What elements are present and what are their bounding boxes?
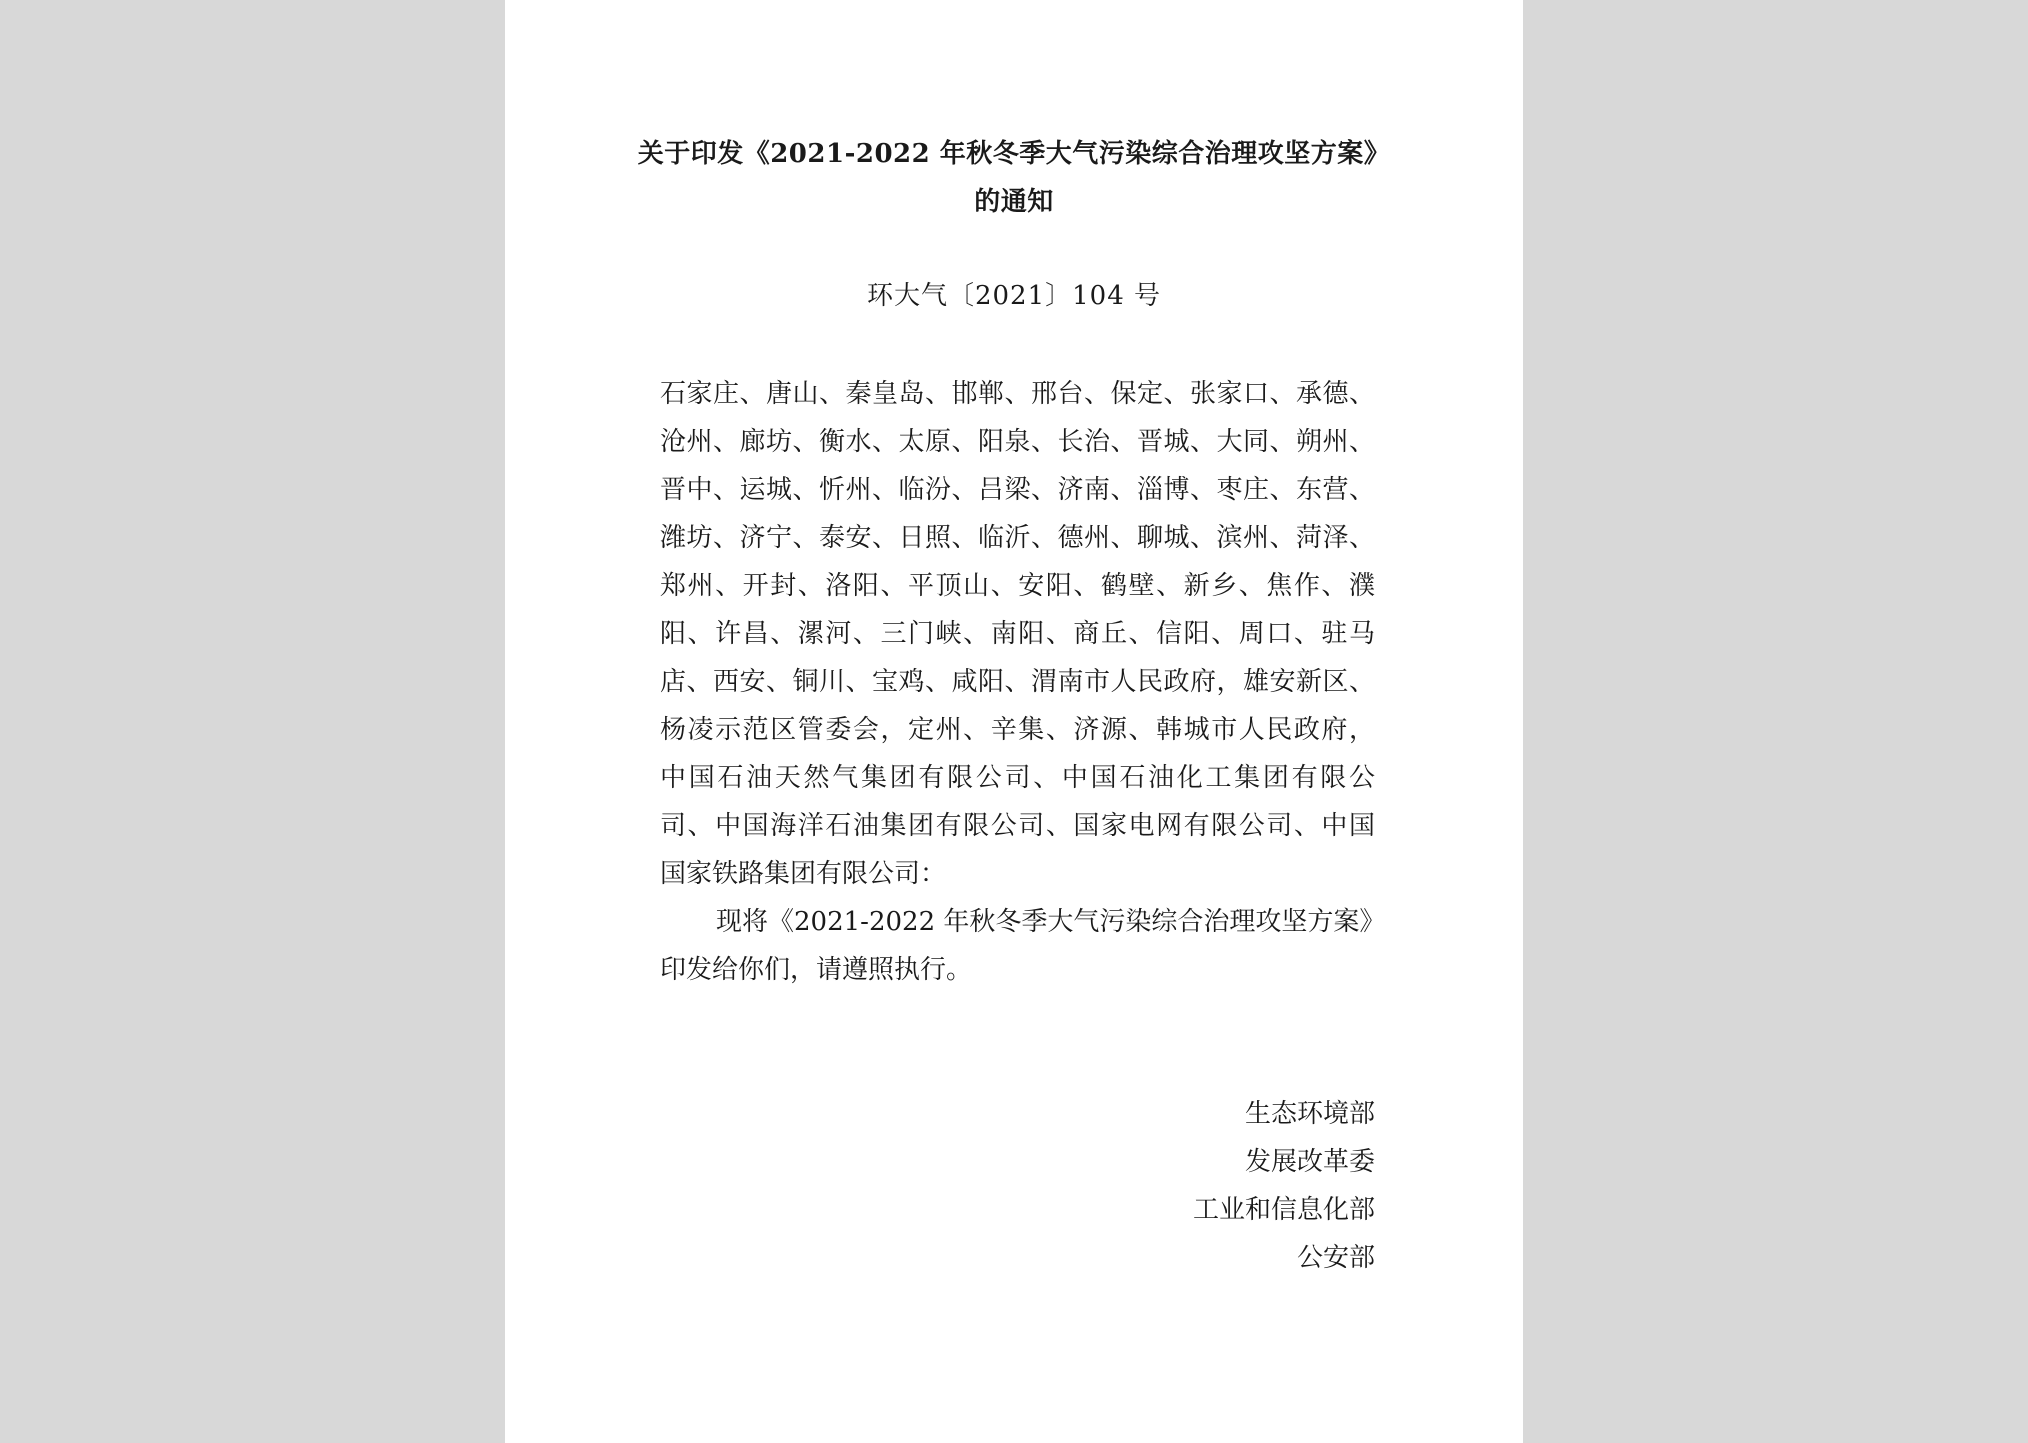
body-paragraph: [660, 898, 1386, 994]
signatory: 发展改革委: [1244, 1147, 1375, 1177]
addressee-line: 阳、许昌、漯河、三门峡、南阳、商丘、信阳、周口、驻马: [660, 619, 1375, 649]
body-line: 印发给你们，请遵照执行。: [660, 955, 973, 985]
title-line-2: 的通知: [974, 187, 1054, 217]
signatory-block: [1193, 1090, 1375, 1282]
body-line: 现将《2021-2022 年秋冬季大气污染综合治理攻坚方案》: [716, 907, 1386, 937]
addressee-line: 中国石油天然气集团有限公司、中国石油化工集团有限公: [660, 763, 1375, 793]
document-number: 环大气〔2021〕104 号: [866, 281, 1162, 311]
addressee-line: 司、中国海洋石油集团有限公司、国家电网有限公司、中国: [660, 811, 1375, 841]
addressee-line: 店、西安、铜川、宝鸡、咸阳、渭南市人民政府，雄安新区、: [660, 667, 1375, 697]
title-line-1: 关于印发《2021-2022 年秋冬季大气污染综合治理攻坚方案》: [637, 139, 1391, 169]
addressee-line: 杨凌示范区管委会，定州、辛集、济源、韩城市人民政府，: [660, 715, 1375, 745]
signatory: 公安部: [1296, 1243, 1375, 1273]
document-page: [505, 0, 1523, 1443]
addressee-line: 郑州、开封、洛阳、平顶山、安阳、鹤壁、新乡、焦作、濮: [660, 571, 1375, 601]
addressee-line: 石家庄、唐山、秦皇岛、邯郸、邢台、保定、张家口、承德、: [660, 379, 1375, 409]
document-title: [505, 130, 1523, 226]
addressee-line: 国家铁路集团有限公司：: [660, 859, 947, 889]
addressee-line: 晋中、运城、忻州、临汾、吕梁、济南、淄博、枣庄、东营、: [660, 475, 1375, 505]
signatory: 生态环境部: [1244, 1099, 1375, 1129]
addressee-block: [660, 370, 1375, 898]
addressee-line: 潍坊、济宁、泰安、日照、临沂、德州、聊城、滨州、菏泽、: [660, 523, 1375, 553]
addressee-line: 沧州、廊坊、衡水、太原、阳泉、长治、晋城、大同、朔州、: [660, 427, 1375, 457]
signatory: 工业和信息化部: [1192, 1195, 1375, 1225]
